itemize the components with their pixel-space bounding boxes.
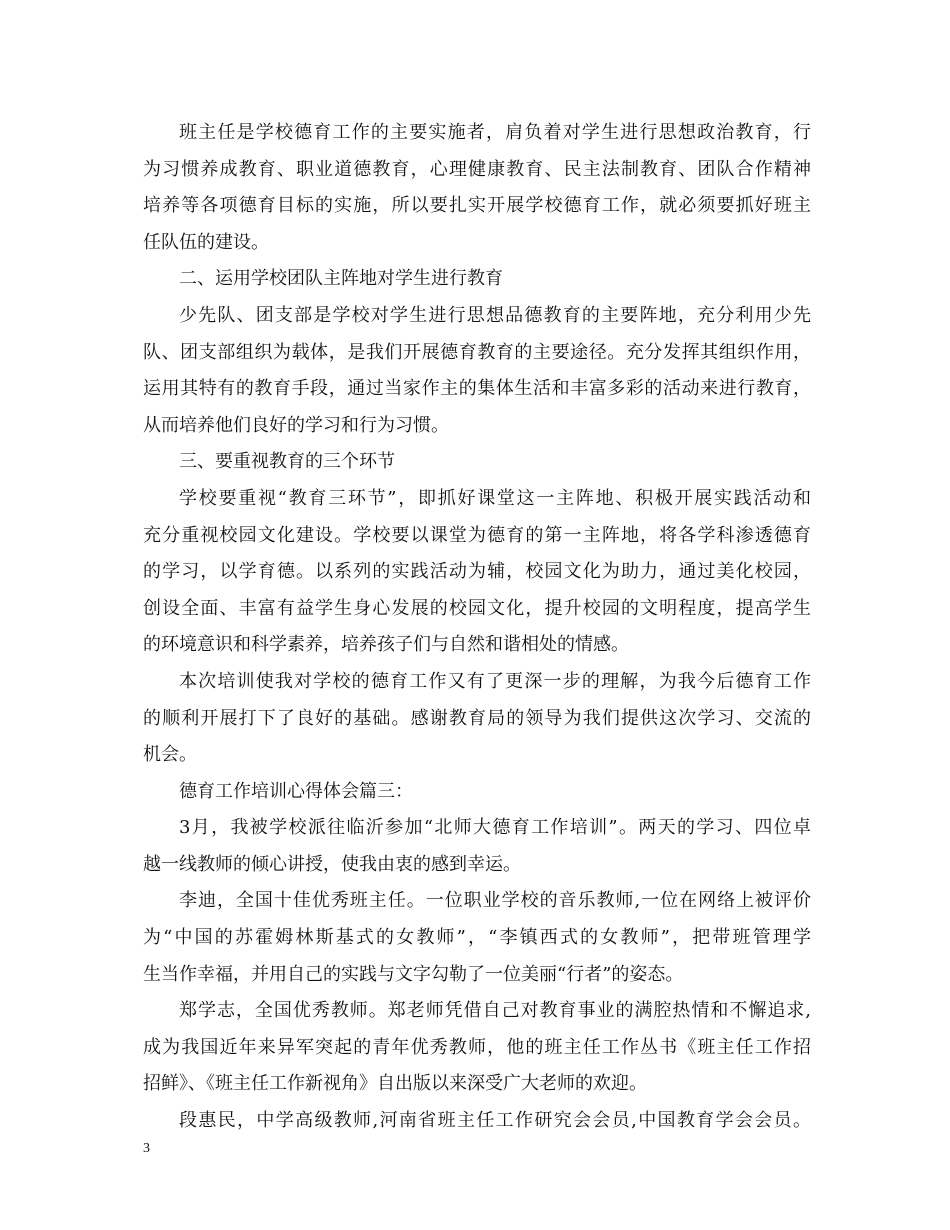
text-line-content: 充分重视校园文化建设。学校要以课堂为德育的第一主阵地，将各学科渗透德育 bbox=[143, 524, 811, 546]
text-line bbox=[143, 115, 811, 152]
text-line bbox=[143, 627, 811, 664]
text-line-content: 的学习，以学育德。以系列的实践活动为辅，校园文化为助力，通过美化校园， bbox=[143, 561, 811, 583]
text-line bbox=[143, 1066, 811, 1103]
text-line-content: 机会。 bbox=[143, 744, 197, 766]
text-line-content: 培养等各项德育目标的实施，所以要扎实开展学校德育工作，就必须要抓好班主 bbox=[143, 195, 811, 217]
text-line bbox=[143, 152, 811, 189]
text-line-content: 为习惯养成教育、职业道德教育，心理健康教育、民主法制教育、团队合作精神 bbox=[143, 158, 811, 180]
text-line bbox=[143, 335, 811, 372]
text-line-content: 本次培训使我对学校的德育工作又有了更深一步的理解，为我今后德育工作 bbox=[179, 670, 811, 692]
text-line-content: 郑学志，全国优秀教师。郑老师凭借自己对教育事业的满腔热情和不懈追求, bbox=[179, 1000, 811, 1022]
text-line bbox=[143, 444, 811, 481]
text-line-content: 班主任是学校德育工作的主要实施者，肩负着对学生进行思想政治教育，行 bbox=[179, 122, 811, 143]
text-line bbox=[143, 225, 811, 262]
text-line-content: 为“中国的苏霍姆林斯基式的女教师”，“李镇西式的女教师”，把带班管理学 bbox=[143, 927, 811, 949]
text-line bbox=[143, 298, 811, 335]
page-number: 3 bbox=[143, 1141, 150, 1156]
text-line-content: 成为我国近年来异军突起的青年优秀教师，他的班主任工作丛书《班主任工作招 bbox=[143, 1036, 811, 1058]
text-line bbox=[143, 957, 811, 994]
text-line-content: 德育工作培训心得体会篇三： bbox=[179, 780, 413, 802]
text-line bbox=[143, 261, 811, 298]
text-line bbox=[143, 701, 811, 738]
text-line-content: 招鲜》、《班主任工作新视角》自出版以来深受广大老师的欢迎。 bbox=[143, 1073, 647, 1095]
text-line-content: 创设全面、丰富有益学生身心发展的校园文化，提升校园的文明程度，提高学生 bbox=[143, 597, 811, 619]
text-line bbox=[143, 664, 811, 701]
text-line-content: 三、要重视教育的三个环节 bbox=[179, 451, 395, 473]
text-line bbox=[143, 188, 811, 225]
text-line-content: 二、运用学校团队主阵地对学生进行教育 bbox=[179, 268, 503, 290]
text-line-content: 任队伍的建设。 bbox=[143, 231, 269, 253]
text-line bbox=[143, 591, 811, 628]
text-line bbox=[143, 847, 811, 884]
text-line bbox=[143, 518, 811, 555]
text-line bbox=[143, 993, 811, 1030]
text-line bbox=[143, 1030, 811, 1067]
text-line-content: 段惠民，中学高级教师,河南省班主任工作研究会会员,中国教育学会会员。 bbox=[179, 1110, 811, 1132]
text-line-content: 队、团支部组织为载体，是我们开展德育教育的主要途径。充分发挥其组织作用， bbox=[143, 341, 811, 363]
text-line-content: 少先队、团支部是学校对学生进行思想品德教育的主要阵地，充分利用少先 bbox=[179, 304, 811, 326]
text-line bbox=[143, 920, 811, 957]
text-line-content: 运用其特有的教育手段，通过当家作主的集体生活和丰富多彩的活动来进行教育， bbox=[143, 378, 811, 400]
document-body bbox=[143, 115, 811, 1140]
text-line bbox=[143, 883, 811, 920]
text-line bbox=[143, 774, 811, 811]
text-line-content: 李迪，全国十佳优秀班主任。一位职业学校的音乐教师,一位在网络上被评价 bbox=[179, 890, 811, 912]
text-line-content: 的环境意识和科学素养，培养孩子们与自然和谐相处的情感。 bbox=[143, 634, 629, 656]
text-line-content: 3月，我被学校派往临沂参加“北师大德育工作培训”。两天的学习、四位卓 bbox=[179, 817, 811, 839]
text-line bbox=[143, 810, 811, 847]
text-line bbox=[143, 481, 811, 518]
text-line bbox=[143, 1103, 811, 1140]
text-line bbox=[143, 408, 811, 445]
text-line-content: 从而培养他们良好的学习和行为习惯。 bbox=[143, 414, 449, 436]
text-line bbox=[143, 554, 811, 591]
text-line bbox=[143, 371, 811, 408]
text-line-content: 生当作幸福，并用自己的实践与文字勾勒了一位美丽“行者”的姿态。 bbox=[143, 963, 684, 985]
text-line-content: 的顺利开展打下了良好的基础。感谢教育局的领导为我们提供这次学习、交流的 bbox=[143, 707, 811, 729]
text-line-content: 越一线教师的倾心讲授，使我由衷的感到幸运。 bbox=[143, 853, 521, 875]
text-line-content: 学校要重视“教育三环节”，即抓好课堂这一主阵地、积极开展实践活动和 bbox=[179, 487, 811, 509]
text-line bbox=[143, 737, 811, 774]
